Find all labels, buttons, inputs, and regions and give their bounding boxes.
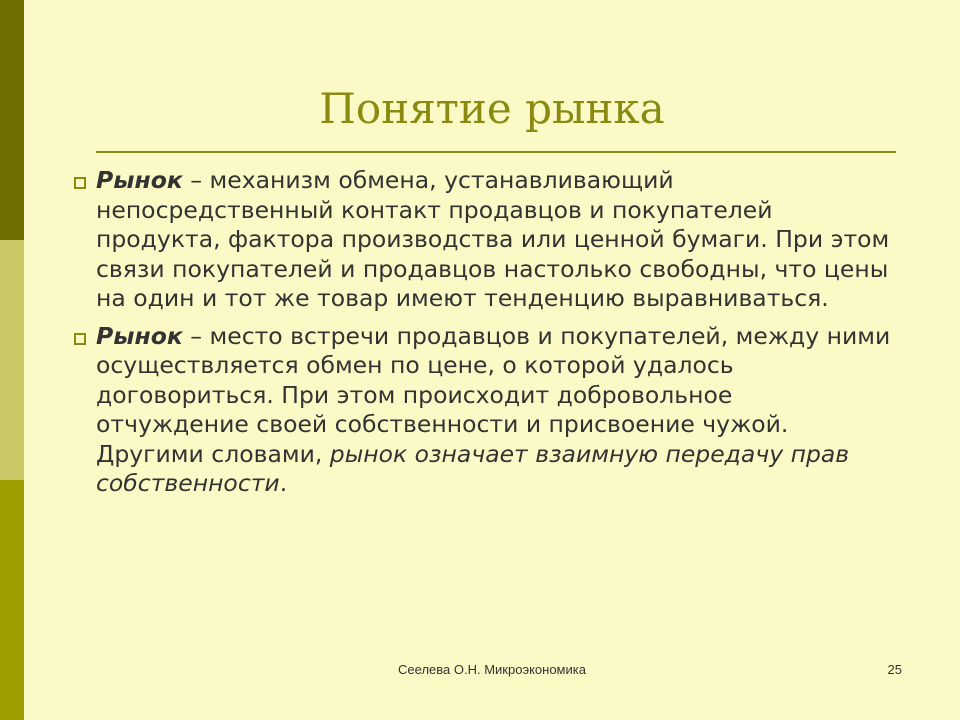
decor-bar-middle <box>0 240 24 480</box>
bullet-text: – механизм обмена, устанавливающий непосредственный контакт продавцов и покупателей продукта, фактора производства или ценной бумаги. При этом связи покупателей и продавцов настолько свободны, что цены на один и тот же товар имеют тенденцию выравниваться. <box>96 166 890 312</box>
bullet-item <box>72 322 892 499</box>
page-number: 25 <box>887 662 902 677</box>
slide-content <box>72 166 892 507</box>
bullet-item <box>72 166 892 314</box>
bullet-end: . <box>279 469 288 497</box>
bullet-text: – место встречи продавцов и покупателей, между ними осуществляется обмен по цене, о которой удалось договориться. При этом происходит добровольное отчуждение своей собственности и присвоение чужой. Другими словами, <box>96 321 891 468</box>
decor-bar-bottom <box>0 480 24 720</box>
bullet-term: Рынок <box>96 166 183 194</box>
square-bullet-icon <box>74 177 86 189</box>
footer-author: Сеелева О.Н. Микроэкономика <box>398 662 586 677</box>
bullet-italic-text: рынок означает взаимную передачу прав собственности <box>96 439 850 497</box>
square-bullet-icon <box>74 333 86 345</box>
title-divider <box>96 151 896 153</box>
decor-bar-top <box>0 0 24 240</box>
bullet-term: Рынок <box>96 321 183 350</box>
slide-title: Понятие рынка <box>319 84 665 133</box>
